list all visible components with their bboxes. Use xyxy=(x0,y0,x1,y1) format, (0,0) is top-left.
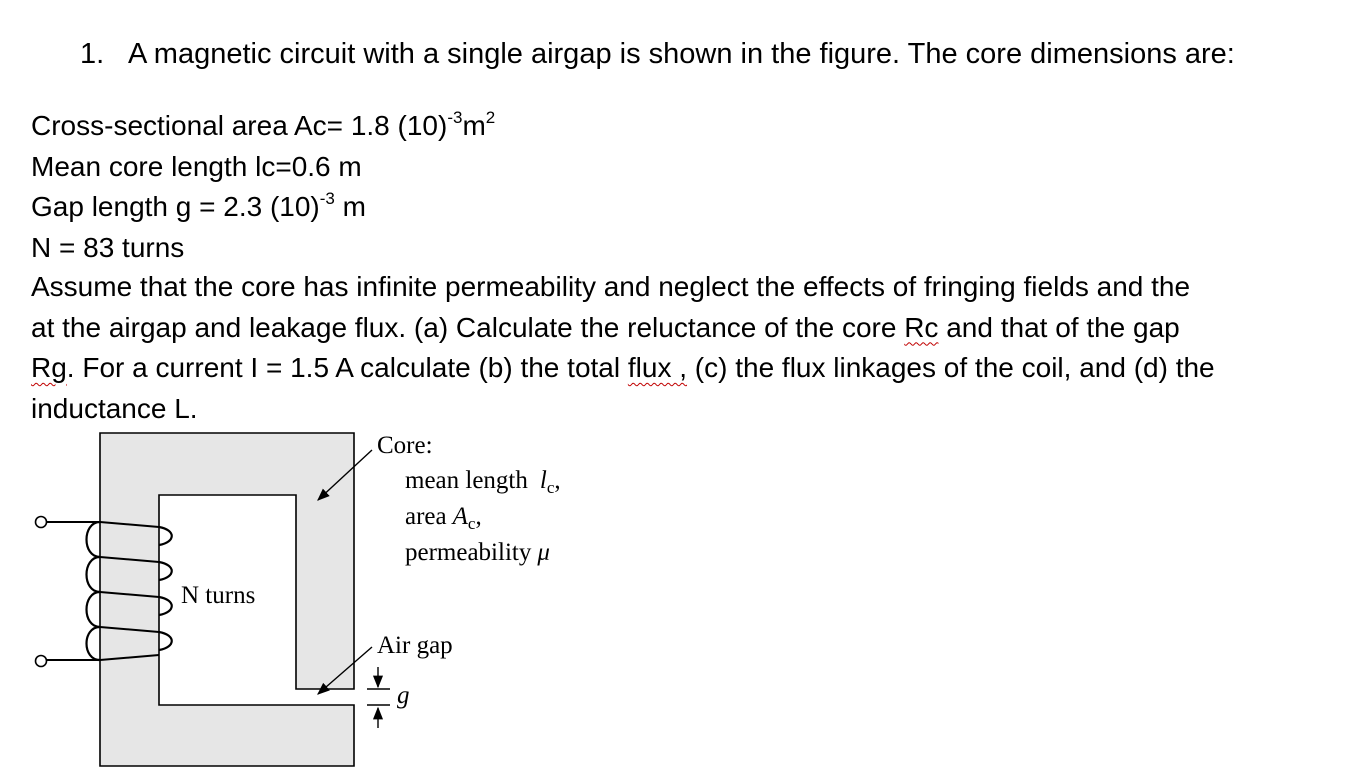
question-number: 1. xyxy=(80,38,105,70)
permeability-text xyxy=(405,539,550,566)
line3-text-a: . For a current I = 1.5 A calculate (b) the total xyxy=(66,352,628,383)
gap-dimension xyxy=(367,667,390,728)
mean-length-subscript: c xyxy=(546,478,555,497)
coil-leads xyxy=(47,522,100,660)
coil-front-left xyxy=(87,522,101,660)
given-mean-length: Mean core length lc=0.6 m xyxy=(31,150,362,182)
area-symbol: A xyxy=(452,503,468,530)
mean-length-symbol: l xyxy=(539,467,547,494)
instructions-line-2 xyxy=(31,308,1351,349)
given-area xyxy=(31,106,495,147)
terminal-top xyxy=(36,517,47,528)
air-gap-label: Air gap xyxy=(377,632,453,659)
gap-unit: m xyxy=(334,191,366,222)
rc-symbol: Rc xyxy=(904,311,939,343)
core-label: Core: xyxy=(377,432,433,459)
area-label: area xyxy=(405,503,447,530)
mean-length-label: mean length xyxy=(405,467,528,494)
flux-word: flux , xyxy=(627,352,688,383)
area-exponent: -3 xyxy=(447,108,463,127)
gap-exponent: -3 xyxy=(319,189,335,208)
area-text: Cross-sectional area Ac= 1.8 (10) xyxy=(31,110,448,141)
gap-g-label: g xyxy=(397,682,410,709)
instructions-line-4: inductance L. xyxy=(31,392,198,424)
area-comma: , xyxy=(475,503,482,530)
area-text xyxy=(405,503,482,533)
area-unit-exponent: 2 xyxy=(485,108,496,127)
n-turns-label: N turns xyxy=(181,582,256,609)
question-heading xyxy=(80,38,1235,71)
given-turns: N = 83 turns xyxy=(31,231,185,263)
gap-text: Gap length g = 2.3 (10) xyxy=(31,191,320,222)
line2-text-b: and that of the gap xyxy=(938,311,1180,343)
instructions-paragraph xyxy=(31,267,1351,429)
instructions-line-3 xyxy=(31,348,1351,389)
instructions-line-1: Assume that the core has infinite permeability and neglect the effects of fringing fields and the xyxy=(31,271,1191,302)
rg-symbol: Rg xyxy=(31,352,67,383)
terminal-bottom xyxy=(36,656,47,667)
permeability-symbol: μ xyxy=(537,539,550,566)
mean-length-text xyxy=(405,467,561,497)
given-gap-length xyxy=(31,187,495,228)
area-unit: m xyxy=(462,110,486,141)
coil-front-right xyxy=(159,527,172,650)
mean-length-comma: , xyxy=(554,467,561,494)
magnetic-circuit-figure xyxy=(0,425,620,775)
line2-text-a: at the airgap and leakage flux. (a) Calculate the reluctance of the core xyxy=(31,311,905,343)
line3-text-b: (c) the flux linkages of the coil, and (d) the xyxy=(687,352,1215,383)
given-values xyxy=(31,106,495,268)
permeability-label: permeability xyxy=(405,539,532,566)
area-subscript: c xyxy=(467,514,476,533)
question-text: A magnetic circuit with a single airgap is shown in the figure. The core dimensions are: xyxy=(128,38,1235,70)
